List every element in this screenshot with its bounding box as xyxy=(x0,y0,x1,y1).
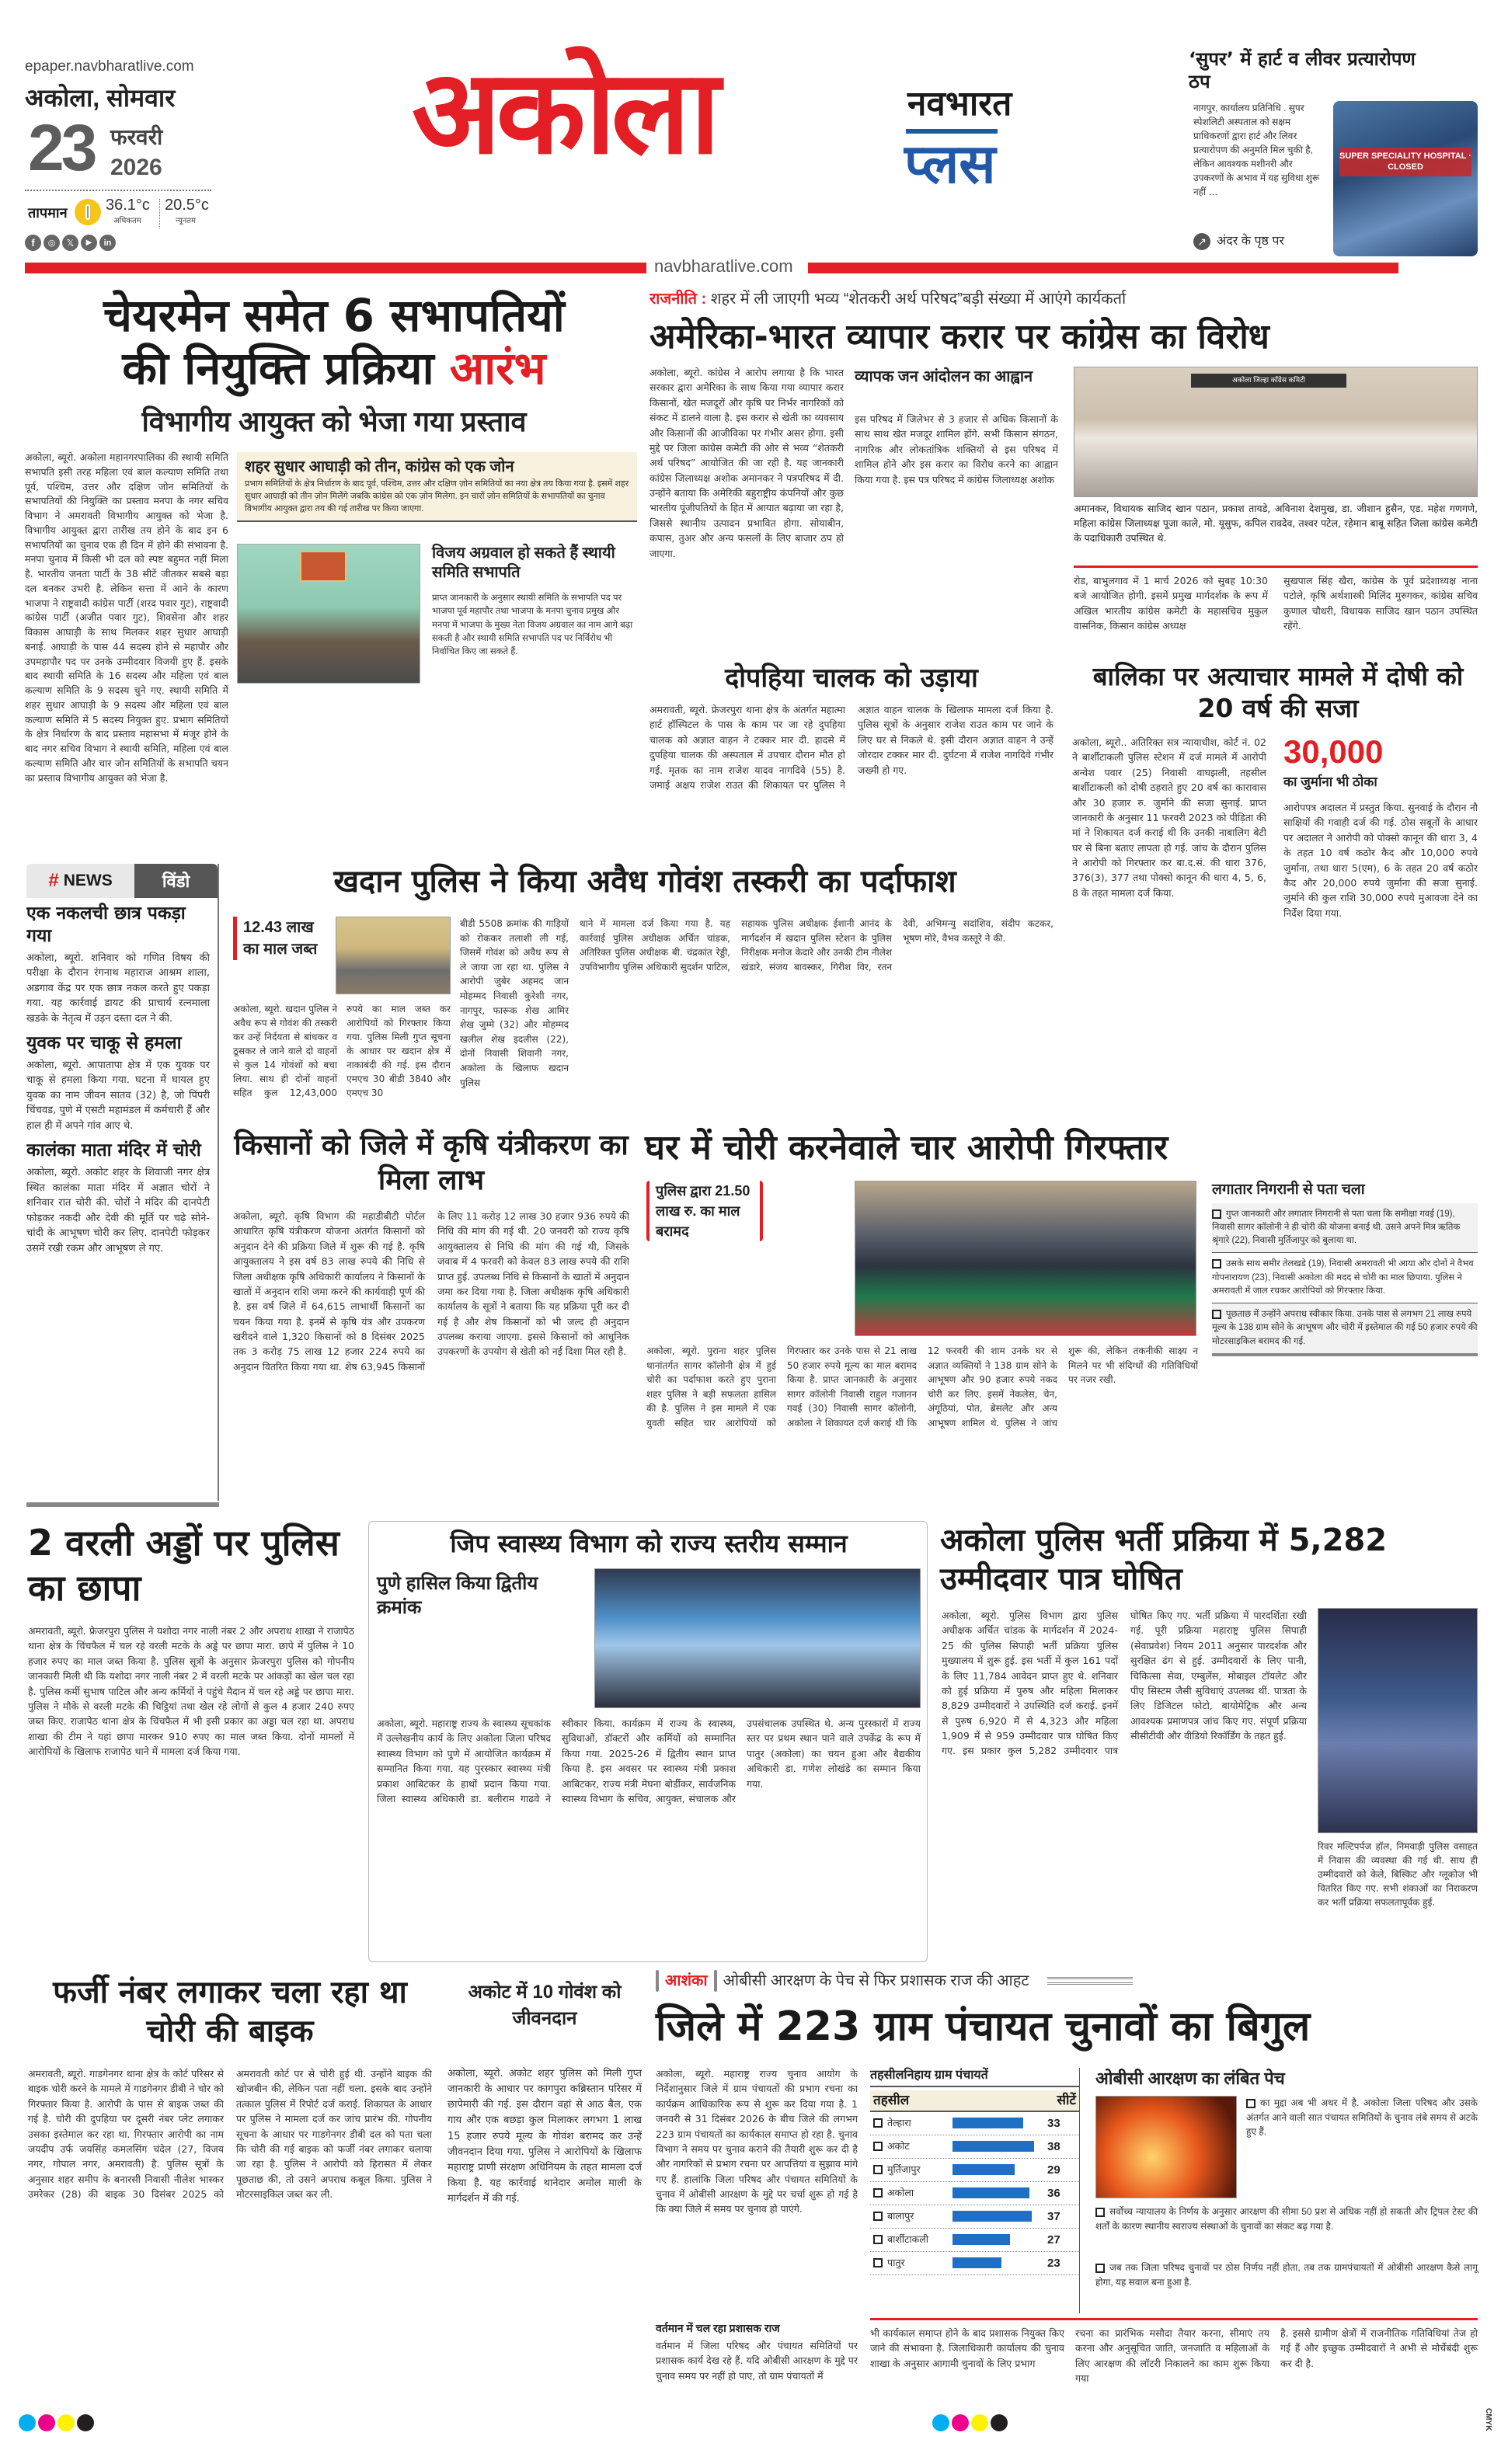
chart-row xyxy=(870,2112,1079,2135)
gp-title[interactable]: जिले में 223 ग्राम पंचायत चुनावों का बिगुल xyxy=(656,2003,1311,2050)
chart-category-label: बार्शीटाकली xyxy=(887,2234,928,2246)
checkbox-icon xyxy=(873,2235,883,2244)
theft-side: पुलिस द्वारा 21.50 लाख रु. का माल बरामद xyxy=(646,1181,763,1241)
gp-kicker: आशंका ओबीसी आरक्षण के पेच से फिर प्रशासक राज की आहट xyxy=(656,1970,1479,1992)
logo-navbharat: नवभारत xyxy=(907,85,1012,123)
chart-bar xyxy=(952,2164,1015,2175)
logo-plus: प्लस xyxy=(904,134,996,194)
chart-value-label: 33 xyxy=(1047,2116,1060,2130)
chart-row xyxy=(870,2159,1079,2182)
recruit-caption: रिवर मल्टिपर्पज हॉल, निमवाड़ी पुलिस वसाहत में निवास की व्यवस्था की गई थी. साथ ही उम्मीदवारों को केले, बिस्किट और ग्लूकोज भी वितरित किए गए. सभी शंकाओं का निराकरण कर भर्ती प्रक्रिया सफलतापूर्वक हुई. xyxy=(1318,1841,1478,1908)
congress-body-3: रोड, बाभुलगाव में 1 मार्च 2026 को सुबह 10:30 बजे आयोजित होगी. इसमें प्रमुख मार्गदर्शक के रूप में अखिल भारतीय कांग्रेस कमेटी के महासचिव मुकुल वासनिक, किसान कांग्रेस अध्यक्ष xyxy=(1074,575,1268,632)
x-icon[interactable]: 𝕏 xyxy=(62,235,78,251)
registration-dot xyxy=(19,2414,36,2431)
date-day: 23 xyxy=(28,111,95,184)
matka-title[interactable]: 2 वरली अड्डों पर पुलिस का छापा xyxy=(28,1522,340,1609)
akot-title[interactable]: अकोट में 10 गोवंश को जीवनदान xyxy=(468,1982,622,2029)
date-month: फरवरी xyxy=(110,125,163,149)
registration-dot xyxy=(952,2414,969,2431)
temp-label: तापमान xyxy=(28,205,68,221)
health-sub: पुणे हासिल किया द्वितीय क्रमांक xyxy=(377,1573,538,1619)
obc-item: का मुद्दा अब भी अधर में है. अकोला जिला परिषद और उसके अंतर्गत आने वाली सात पंचायत समितियों के चुनाव लंबे समय से अटके हुए हैं. xyxy=(1246,2097,1478,2138)
instagram-icon[interactable]: ◎ xyxy=(44,235,60,251)
teaser-title[interactable]: ‘सुपर’ में हार्ट व लीवर प्रत्यारोपण ठप xyxy=(1189,48,1416,92)
congress-sub: व्यापक जन आंदोलन का आह्वान xyxy=(855,368,1033,385)
theft-box-item: गुप्त जानकारी और लगातार निगरानी से पता चला कि समीक्षा गवई (19), निवासी सागर कॉलोनी ने ही चोरी की योजना बनाई थी. उसने अपने मित्र ऋतिक श्रृंगारे (22), निवासी मुर्तिजापुर को बुलाया था. xyxy=(1212,1203,1478,1254)
theft-title[interactable]: घर में चोरी करनेवाले चार आरोपी गिरफ्तार xyxy=(645,1128,1168,1168)
chart-bar xyxy=(952,2211,1032,2222)
health-body: अकोला, ब्यूरो. महाराष्ट्र राज्य के स्वास्थ्य सूचकांक में उल्लेखनीय कार्य के लिए अकोला जिला परिषद स्वास्थ्य विभाग को पुणे में आयोजित कार्यक्रम में सम्मानित किया गया. यह पुरस्कार स्वास्थ्य मंत्री प्रकाश आबिटकर के हाथों प्रदान किया गया. जिला स्वास्थ्य अधिकारी डा. बलीराम गाढवे ने स्वीकार किया. कार्यक्रम में राज्य के स्वास्थ्य, सुविधाओं, डॉक्टरों और कर्मियों को सम्मानित किया गया. 2025-26 में द्वितीय स्थान प्राप्त किया है. इस अवसर पर स्वास्थ्य मंत्री प्रकाश आबिटकर, राज्य मंत्री मेघना बोर्डीकर, सार्वजनिक स्वास्थ्य विभाग के सचिव, आयुक्त, संचालक और उपसंचालक उपस्थित थे. अन्य पुरस्कारों में राज्य स्तर पर प्रथम स्थान पाने वाले उपकेंद्र के रूप में पातुर (अकोला) का चयन हुआ और बैद्यकीय अधिकारी डा. गणेश लोखंडे का सम्मान किया गया. xyxy=(377,1717,921,1804)
congress-body-1: अकोला, ब्यूरो. कांग्रेस ने आरोप लगाया है कि भारत सरकार द्वारा अमेरिका के साथ किया गया व्यापार करार किसानों, खेत मजदूरों और कृषि पर निर्भर नागरिकों को संकट में डालने वाला है. इस करार से खेती का व्यवसाय और किसानों की आजीविका पर गंभीर असर होगा. इसी मुद्दे पर जिला कांग्रेस कमेटी की ओर से भव्य “शेतकरी अर्थ परिषद” आयोजित की जा रही है. यह जानकारी कांग्रेस जिलाध्यक्ष अशोक अमानकर ने पत्रपरिषद में दी. उन्होंने बताया कि अमेरिकी बहुराष्ट्रीय कंपनियों और कुछ भारतीय पूंजीपतियों के हित में आयात बढ़ाया जा रहा है, जिससे स्थानीय उत्पादन प्रभावित होगा. सोयाबीन, कपास, तुअर और अन्य फसलों के लिए बाजार ठप हो जाएगा. xyxy=(650,367,844,559)
inset-title: शहर सुधार आघाड़ी को तीन, कांग्रेस को एक जोन xyxy=(245,458,514,475)
farm-title[interactable]: किसानों को जिले में कृषि यंत्रीकरण का मिला लाभ xyxy=(234,1129,629,1196)
registration-dot xyxy=(991,2414,1008,2431)
congress-body-2: इस परिषद में जिलेभर से 3 हजार से अधिक किसानों के साथ साथ खेत मजदूर शामिल होंगे. सभी किसान संगठन, नागरिक और लोकतांत्रिक शक्तियों से इस परिषद में शामिल होने और इस करार का विरोध करने का आह्वान किया गया है. इस पत्र परिषद में कांग्रेस जिलाध्यक्ष अशोक xyxy=(855,413,1058,485)
congress-title[interactable]: अमेरिका-भारत व्यापार करार पर कांग्रेस का विरोध xyxy=(650,317,1269,357)
cattle-body-3: थाने में मामला दर्ज किया गया है. यह कार्रवाई पुलिस अधीक्षक अर्चित चांडक, अतिरिक्त पुलिस अधीक्षक बी. चंद्रकांत रेड्डी, उपविभागीय पुलिस अधिकारी सुदर्शन पाटिल, सहायक पुलिस अधीक्षक ईशानी आनंद के मार्गदर्शन में खदान पुलिस स्टेशन के पुलिस निरीक्षक मनोज केदारे और उनकी टीम नीलेश खंडारे, संजय बावस्कर, गिरीश विर, रतन देवी, अभिमन्यु सदांशिव, संदीप कटकर, भूषण मोरे, वैभव कस्तूरे ने की. xyxy=(580,918,1053,973)
pocso-fine-label: का जुर्माना भी ठोका xyxy=(1283,774,1377,789)
teaser-image[interactable]: SUPER SPECIALITY HOSPITAL · CLOSED xyxy=(1333,101,1478,256)
social-icons xyxy=(25,235,116,251)
cattle-body-1: अकोला, ब्यूरो. खदान पुलिस ने अवैध रूप से गोवंश की तस्करी कर उन्हें निर्दयता से बांधकर व ठूसकर ले जाने वाले दो वाहनों से कुल 14 गोवंशों को बचा लिया. साथ ही दोनों वाहनों सहित कुल 12,43,000 रुपये का माल जब्त कर आरोपियों को गिरफ्तार किया गया. पुलिस मिली गुप्त सूचना के आधार पर खदान क्षेत्र में नाकाबंदी की गई. इस दौरान एमएच 30 बीडी 3840 और एमएच 30 xyxy=(233,1004,451,1098)
checkbox-icon xyxy=(873,2258,883,2267)
recruit-body: अकोला, ब्यूरो. पुलिस विभाग द्वारा पुलिस अधीक्षक अर्चित चांडक के मार्गदर्शन में 2024-25 की पुलिस सिपाही भर्ती प्रक्रिया पुलिस मुख्यालय में शुरू हुई. इस भर्ती में कुल 161 पदों के लिए 11,784 आवेदन प्राप्त हुए थे. शनिवार को हुई प्रक्रिया में पुरुष और महिला मिलाकर 8,829 उम्मीदवारों ने उपस्थिति दर्ज कराई. इनमें से पुरुष 6,920 में से 4,323 और महिला 1,909 में से 959 उम्मीदवार पात्र घोषित किए गए. इस प्रकार कुल 5,282 उम्मीदवार पात्र घोषित किए गए. भर्ती प्रक्रिया में पारदर्शिता रखी गई. पूरी प्रक्रिया महाराष्ट्र पुलिस सिपाही (सेवाप्रवेश) नियम 2011 अनुसार पारदर्शक और सुरक्षित ढंग से हुई. उम्मीदवारों के लिए पानी, चिकित्सा सेवा, एम्बुलेंस, मोबाइल टॉयलेट और पीए सिस्टम जैसी सुविधाएं उपलब्ध थीं. पात्रता के लिए डिजिटल फोटो, बायोमेट्रिक और अन्य आवश्यक प्रमाणपत्र जांच किए गए. संपूर्ण प्रक्रिया सीसीटीवी और वीडियो रिकॉर्डिंग के तहत हुई. xyxy=(942,1610,1307,1757)
theft-body: अकोला, ब्यूरो. पुराना शहर पुलिस थानांतर्गत सागर कॉलोनी क्षेत्र में हुई चोरी का पर्दाफाश करते हुए पुराना शहर पुलिस ने बड़ी सफलता हासिल की है. पुलिस ने इस मामले में एक युवती सहित चार आरोपियों को गिरफ्तार कर उनके पास से 21 लाख 50 हजार रुपये मूल्य का माल बरामद किया है. प्राप्त जानकारी के अनुसार सागर कॉलोनी निवासी राहुल गजानन गवई (30) निवासी सागर कॉलोनी, अकोला ने शिकायत दर्ज कराई थी कि 12 फरवरी की शाम उनके घर से अज्ञात व्यक्तियों ने 138 ग्राम सोने के आभूषण और 90 हजार रुपये नकद चोरी कर लिए. इसमें नेकलेस, चेन, अंगूठियां, पोत, ब्रेसलेट और अन्य आभूषण शामिल थे. पुलिस ने जांच शुरू की, लेकिन तकनीकी साक्ष्य न मिलने पर भी संदिग्धों की गतिविधियों पर नजर रखी. xyxy=(646,1345,1198,1429)
chart-rows xyxy=(870,2112,1079,2275)
pocso-fine: 30,000 xyxy=(1283,733,1384,770)
chart-xlabel: तहसील xyxy=(873,2092,910,2107)
chart-row xyxy=(870,2182,1079,2205)
theft-box: लगातार निगरानी से पता चला गुप्त जानकारी और लगातार निगरानी से पता चला कि समीक्षा गवई (19), निवासी सागर कॉलोनी ने ही चोरी की योजना बनाई थी. उसने अपने मित्र ऋतिक श्रृंगारे (22), निवासी मुर्तिजापुर को बुलाया था. उसके साथ समीर तेलखडे (19), निवासी अमरावती भी आया और दोनों ने वैभव गोपनारायण (23), निवासी अकोला की मदद से चोरी का माल छिपाया. पुलिस ने अमरावती में जाल रचकर आरोपियों को गिरफ्तार किया. पूछताछ में उन्होंने अपराध स्वीकार किया. उनके पास से लगभग 21 लाख रुपये मूल्य के 138 ग्राम सोने के आभूषण और चोरी में इस्तेमाल की गई 50 हजार रुपये की मोटरसाइकिल बरामद की गई. xyxy=(1212,1181,1478,1356)
cattle-photo[interactable] xyxy=(336,917,451,994)
chart-bar xyxy=(952,2234,1010,2245)
news-window xyxy=(26,864,219,1501)
lead-photo[interactable] xyxy=(237,544,420,684)
checkbox-icon xyxy=(873,2165,883,2174)
inset-body: प्रभाग समितियों के क्षेत्र निर्धारण के बाद पूर्व, पश्चिम, उत्तर और दक्षिण ज़ोन समितियों का नया क्षेत्र तय किया गया है. इसमें शहर सुधार आघाड़ी को तीन ज़ोन मिलेंगे जबकि कांग्रेस को एक ज़ोन मिलेगा. इन चारों ज़ोन समितियों के सभापतियों का चुनाव विभागीय आयुक्त द्वारा तय की गई तारीख पर किया जाएगा. xyxy=(245,479,629,513)
lead-inset-box xyxy=(237,452,637,522)
akot-body: अकोला, ब्यूरो. अकोट शहर पुलिस को मिली गुप्त जानकारी के आधार पर कागपुरा कब्रिस्तान परिसर में छापेमारी की गई. इस दौरान वहां से आठ बैल, एक गाय और एक बछड़ा कुल मिलाकर लगभग 1 लाख 15 हजार रुपये मूल्य के गोवंश बरामद कर उन्हें जीवनदान दिया गया. पुलिस ने आरोपियों के खिलाफ महाराष्ट्र प्राणी संरक्षण अधिनियम के तहत मामला दर्ज किया है. यह कार्रवाई थानेदार अमोल माली के मार्गदर्शन में की गई. xyxy=(448,2068,642,2205)
registration-dot xyxy=(971,2414,988,2431)
lead-body: अकोला, ब्यूरो. अकोला महानगरपालिका की स्थायी समिति सभापति इसी तरह महिला एवं बाल कल्याण समिति तथा पूर्व, पश्चिम, उत्तर और दक्षिण जोन समितियों के सभापतियों की नियुक्ति का प्रस्ताव मनपा के नगर सचिव विभाग ने अमरावती विभागीय आयुक्त को भेजा है. विभागीय आयुक्त द्वारा तारीख तय होने के बाद इन 6 सभापतियों का चुनाव एक ही दिन में होने की संभावना है. मनपा चुनाव में किसी भी दल को स्पष्ट बहुमत नहीं मिला है. भारतीय जनता पार्टी के 38 सीटें जीतकर सबसे बड़ा दल बनकर उभरी है. लेकिन सत्ता में आने के कारण भाजपा ने राष्ट्रवादी कांग्रेस पार्टी (शरद पवार गुट), राष्ट्रवादी कांग्रेस पार्टी (अजीत पवार गुट), शिवसेना और शहर विकास आघाड़ी के साथ मिलकर शहर सुधार आघाड़ी बनाई. आघाड़ी के पास 44 सदस्य होने से महापौर और उपमहापौर पद पर उनके उम्मीदवार विजयी हुए हैं. इसके बाद स्थायी समिति के 16 सदस्य और महिला एवं बाल कल्याण समिति के 9 सदस्य चुने गए. स्थायी समिति में शहर सुधार आघाड़ी के 9 सदस्य और महिला एवं बाल कल्याण समिति में 5 सदस्य नियुक्त हुए. प्रभाग समितियों के क्षेत्र निर्धारण के बाद प्रस्ताव महासभा में मंजूर होने के बाद नगर सचिव विभाग ने स्थायी समिति, महिला एवं बाल कल्याण समिति और चार जोन समितियों के सभापति चयन का प्रस्ताव विभागीय आयुक्त को भेजा है. xyxy=(25,451,228,784)
checkbox-icon xyxy=(873,2142,883,2151)
checkbox-icon xyxy=(1212,1209,1221,1219)
lead-side-body: प्राप्त जानकारी के अनुसार स्थायी समिति के सभापति पद पर भाजपा पूर्व महापौर तथा भाजपा के मनपा चुनाव प्रमुख और मनपा में भाजपा के मुख्य नेता विजय अग्रवाल का नाम आगे बढ़ा सकती है और स्थायी समिति सभापति पद पर निर्विरोध भी निर्वाचित किए जा सकते हैं. xyxy=(432,593,633,656)
facebook-icon[interactable]: f xyxy=(25,235,41,251)
date-year: 2026 xyxy=(110,155,162,180)
registration-dot xyxy=(77,2414,94,2431)
news-window-tag: # NEWS विंडो xyxy=(26,864,218,898)
cattle-body-2: बीडी 5508 क्रमांक की गाड़ियों को रोककर तलाशी ली गई, जिसमें गोवंश को अवैध रूप से ले जाया जा रहा था. पुलिस ने आरोपी जुबेर अहमद जान मोहम्मद निवासी कुरेशी नगर, नागपुर, फारूक शेख आमिर शेख जुम्मे (32) और मोहम्मद खलील शेख इदलीस (22), दोनों निवासी शिवानी नगर, अकोला के खिलाफ खदान पुलिस xyxy=(460,918,569,1088)
chart-value-label: 36 xyxy=(1047,2186,1060,2200)
theft-body-a xyxy=(772,1181,847,1336)
theft-box-item: पूछताछ में उन्होंने अपराध स्वीकार किया. उनके पास से लगभग 21 लाख रुपये मूल्य के 138 ग्राम सोने के आभूषण और चोरी में इस्तेमाल की गई 50 हजार रुपये की मोटरसाइकिल बरामद की गई. xyxy=(1212,1303,1478,1356)
chart-row xyxy=(870,2229,1079,2252)
temp-max-label: अधिकतम xyxy=(113,217,141,225)
chart-category-label: अकोट xyxy=(887,2141,910,2153)
pocso-body-2: आरोपपत्र अदालत में प्रस्तुत किया. सुनवाई के दौरान नौ साक्षियों की गवाही दर्ज की गई. ठोस सबूतों के आधार पर अदालत ने आरोपी को पोक्सो कानून की धारा 3, 4 के तहत 10 वर्ष कठोर कैद और 10,000 रुपये जुर्माना, तथा धारा 5(एम), 6 के तहत 20 वर्ष कठोर कैद और 20,000 रुपये जुर्माना की सजा सुनाई. जुर्माने की कुल राशि 30,000 रुपये मुआवजा देने का निर्देश दिया गया. xyxy=(1283,802,1478,919)
registration-marks xyxy=(932,2414,1008,2431)
chart-bar xyxy=(952,2141,1034,2152)
checkbox-icon xyxy=(1246,2099,1255,2108)
chart-bar xyxy=(952,2118,1023,2128)
twowheeler-body: अमरावती, ब्यूरो. फ्रेजरपुरा थाना क्षेत्र के अंतर्गत महात्मा हार्ट हॉस्पिटल के पास के काम पर जा रहे दुपहिया चालक को अज्ञात वाहन ने टक्कर मार दी. हादसे में दुपहिया चालक की अस्पताल में उपचार दौरान मौत हो गई. मृतक का नाम राजेश यादव नागदिवे (55) है. जमाई अक्षय राजेश राउत की शिकायत पर पुलिस ने अज्ञात वाहन चालक के खिलाफ मामला दर्ज किया है. पुलिस सूत्रों के अनुसार राजेश राउत काम पर जाने के लिए घर से निकले थे. इसी दौरान अज्ञात वाहन ने उन्हें जोरदार टक्कर मार दी. दुर्घटना में राजेश नागदिवे गंभीर जख्मी हो गए. xyxy=(650,704,1053,791)
recruit-photo[interactable] xyxy=(1318,1608,1478,1833)
obc-item: जब तक जिला परिषद चुनावों पर ठोस निर्णय नहीं होता, तब तक ग्रामपंचायतों में ओबीसी आरक्षण कैसे लागू होगा, यह सवाल बना हुआ है. xyxy=(1095,2262,1478,2288)
teaser-body: नागपुर, कार्यालय प्रतिनिधि . सुपर स्पेशलिटी अस्पताल को सक्षम प्राधिकरणों द्वारा हार्ट और लिवर प्रत्यारोपण की अनुमति मिल चुकी है, लेकिन आवश्यक मशीनरी और उपकरणों के अभाव में यह सुविधा शुरू नहीं … xyxy=(1193,103,1320,197)
gp-body-2: भी कार्यकाल समाप्त होने के बाद प्रशासक नियुक्त किए जाने की संभावना है. जिलाधिकारी कार्यालय की चुनाव शाखा के अनुसार आगामी चुनावों के लिए प्रभाग xyxy=(870,2327,1064,2369)
city-day: अकोला, सोमवार xyxy=(25,84,176,112)
checkbox-icon xyxy=(1095,2264,1105,2273)
chart-category-label: अकोला xyxy=(887,2187,914,2199)
arrow-up-right-icon: ↗ xyxy=(1193,233,1210,250)
gp-body-4: है. इससे ग्रामीण क्षेत्रों में राजनीतिक गतिविधियां तेज हो गई हैं और इच्छुक उम्मीदवारों ने अभी से मोर्चेबंदी शुरू कर दी है. xyxy=(1280,2327,1478,2369)
obc-item: सर्वोच्च न्यायालय के निर्णय के अनुसार आरक्षण की सीमा 50 प्रश से अधिक नहीं हो सकती और ट्रिपल टेस्ट की शर्तों के कारण स्थानीय स्वराज्य संस्थाओं के चुनावों का संकट बढ़ गया है. xyxy=(1095,2206,1478,2232)
thermometer-icon xyxy=(75,199,101,225)
health-title[interactable]: जिप स्वास्थ्य विभाग को राज्य स्तरीय सम्मान xyxy=(450,1529,848,1558)
matka-body: अमरावती, ब्यूरो. फ्रेजरपुरा पुलिस ने यशोदा नगर नाली नंबर 2 और अपराध शाखा ने राजापेठ थाना क्षेत्र के चिंचफैल में चल रहे वरली मटके के अड्डे पर छापा मारा. छापे में पुलिस ने 10 हजार रुपए का माल जब्त किया है. पुलिस सूत्रों के अनुसार फ्रेजरपुरा पुलिस को गोपनीय जानकारी मिली थी कि यशोदा नगर नाली नंबर 2 में वरली मटके पर आंकड़ों का खेल चल रहा है. पुलिस कर्मी सुभाष पाटिल और अन्य कर्मियों ने पहुंचे मैदान में चल रहे अड्डे पर छापा मारा. पुलिस ने मौके से वरली मटके की चिट्ठियां तथा खेल रहे लोगों से कुल 4 हजार 240 रुपए जब्त किए. राजापेठ थाना क्षेत्र के चिंचफैल में भी इसी प्रकार का अड्डा चल रहा था. अपराध शाखा की टीम ने यहां छापा मारकर 910 रुपए का माल जब्त किया. दोनों मामलों में आरोपियों के खिलाफ राजापेठ थाने में मामला दर्ज किया गया. xyxy=(28,1625,354,1757)
site-url[interactable]: epaper.navbharatlive.com xyxy=(25,58,194,75)
news-item[interactable]: युवक पर चाकू से हमला अकोला, ब्यूरो. आपातापा क्षेत्र में एक युवक पर चाकू से हमला किया गया. घटना में घायल हुए युवक का नाम जीवन सातव (32) है, जो पिंपरी चिंचवड, पुणे में एसटी महामंडल में कर्मचारी हैं और हाल ही में अपने गांव आए थे. xyxy=(26,1033,210,1132)
temp-min-label: न्यूनतम xyxy=(176,217,196,225)
chart-value-label: 29 xyxy=(1047,2163,1060,2177)
registration-dot xyxy=(38,2414,55,2431)
registration-marks xyxy=(19,2414,94,2431)
gp-body: अकोला, ब्यूरो. महाराष्ट्र राज्य चुनाव आयोग के निर्देशानुसार जिले में ग्राम पंचायतों की प्रभाग रचना का कार्यक्रम आधिकारिक रूप से शुरू कर दिया गया है. 1 जनवरी से 31 दिसंबर 2026 के बीच जिले की लगभग 223 ग्राम पंचायतों का कार्यकाल समाप्त हो रहा है. चुनाव विभाग ने समय पर चुनाव कराने की तैयारी शुरू कर दी है और नागरिकों से प्रभाग रचना पर आपत्तियां व सुझाव मांगे गए हैं. हालांकि जिला परिषद और पंचायत समितियों के चुनाव में ओबीसी आरक्षण के मुद्दे पर चर्चा शुरू हो गई है कि क्या जिले में समय पर चुनाव हो पाएंगे. xyxy=(656,2068,858,2215)
teaser-link[interactable]: ↗ अंदर के पृष्ठ पर xyxy=(1193,233,1284,250)
checkbox-icon xyxy=(1095,2208,1105,2217)
cmyk-label: CMYK xyxy=(1484,2408,1492,2431)
chart-category-label: बालापुर xyxy=(887,2211,914,2222)
photo-banner: अकोला जिल्हा काँग्रेस कमिटी xyxy=(1191,374,1346,388)
checkbox-icon xyxy=(873,2188,883,2198)
health-photo[interactable] xyxy=(594,1568,921,1708)
chart-row xyxy=(870,2252,1079,2275)
bike-title[interactable]: फर्जी नंबर लगाकर चला रहा था चोरी की बाइक xyxy=(53,1975,407,2049)
news-item[interactable]: एक नकलची छात्र पकड़ा गया अकोला, ब्यूरो. शनिवार को गणित विषय की परीक्षा के दौरान रंगनाथ महाराज आश्रम शाला, अडगाव केंद्र पर एक छात्र नकल करते हुए पकड़ा गया. यह कार्रवाई डायट की प्राचार्य रत्नमाला खडके के नेतृत्व में उड़न दस्ता दल ने की. xyxy=(26,903,210,1025)
checkbox-icon xyxy=(1212,1310,1221,1319)
theft-box-item: उसके साथ समीर तेलखडे (19), निवासी अमरावती भी आया और दोनों ने वैभव गोपनारायण (23), निवासी अकोला की मदद से चोरी का माल छिपाया. पुलिस ने अमरावती में जाल रचकर आरोपियों को गिरफ्तार किया. xyxy=(1212,1253,1478,1303)
cattle-side: 12.43 लाख का माल जब्त xyxy=(233,917,328,960)
obc-photo[interactable] xyxy=(1095,2096,1237,2198)
gp-sub-head: वर्तमान में चल रहा प्रशासक राज xyxy=(656,2322,780,2334)
checkbox-icon xyxy=(873,2212,883,2221)
gp-body-3: रचना का प्रारंभिक मसौदा तैयार करना, सीमाएं तय करना और अनुसूचित जाति, जनजाति व महिलाओं के लिए आरक्षण की लॉटरी निकालने का काम शुरू किया गया xyxy=(1075,2327,1269,2385)
youtube-icon[interactable]: ▶ xyxy=(81,235,97,251)
date-divider xyxy=(25,190,211,191)
checkbox-icon xyxy=(873,2118,883,2128)
news-item[interactable]: कालंका माता मंदिर में चोरी अकोला, ब्यूरो. अकोट शहर के शिवाजी नगर क्षेत्र स्थित कालंका माता मंदिर में अज्ञात चोरों ने शनिवार रात चोरी की. चोरों ने मंदिर की दानपेटी फोड़कर नकदी और देवी की मूर्ति पर चढ़े सोने-चांदी के आभूषण चोरी कर लिए. दानपेटी फोड़कर उसमें रखी रकम और आभूषण ले गए. xyxy=(26,1140,210,1255)
chart-category-label: पातुर xyxy=(887,2257,905,2269)
congress-body-4: सुखपाल सिंह खैरा, कांग्रेस के पूर्व प्रदेशाध्यक्ष नाना पटोले, कृषि अर्थशास्त्री मिलिंद मुरुगकर, कांग्रेस सचिव कुणाल चौधरी, विधायक साजिद खान पठान उपस्थित रहेंगे. xyxy=(1283,575,1478,632)
twowheeler-title[interactable]: दोपहिया चालक को उड़ाया xyxy=(725,663,978,694)
farm-body: अकोला, ब्यूरो. कृषि विभाग की महाडीबीटी पोर्टल आधारित कृषि यंत्रीकरण योजना अंतर्गत किसानों को अनुदान देने की प्रक्रिया जिले में शुरू की गई है. कृषि आयुक्तालय ने इस वर्ष 83 लाख रुपये की निधि से जिला अधीक्षक कृषि अधिकारी कार्यालय ने किसानों के खातों में अनुदान राशि जमा करने की कार्यवाही पूर्ण की है. इस वर्ष जिले में 64,615 लाभार्थी किसानों का चयन किया गया है. इनमें से कृषि यंत्र और उपकरण खरीदने वाले 1,320 किसानों को 8 दिसंबर 2025 तक 3 करोड़ 75 लाख 12 हजार 224 रुपये का अनुदान वितरित किया गया था. शेष 63,945 किसानों के लिए 11 करोड़ 12 लाख 30 हजार 936 रुपये की निधि की मांग की गई थी. 20 जनवरी को राज्य कृषि आयुक्तालय से निधि की मांग की गई थी, जिसके जवाब में 4 फरवरी को केवल 83 लाख रुपये की राशि प्राप्त हुई. उपलब्ध निधि से किसानों के खातों में अनुदान जमा कर दिया गया है. जिला अधीक्षक कृषि अधिकारी कार्यालय के सूत्रों ने बताया कि यह प्रक्रिया पूरी कर दी गई है और शेष किसानों को भी जल्द ही अनुदान उपलब्ध कराया जाएगा. इससे किसानों को आधुनिक उपकरणों के उपयोग से खेती को नई दिशा मिल रही है. xyxy=(233,1210,629,1373)
cattle-title[interactable]: खदान पुलिस ने किया अवैध गोवंश तस्करी का पर्दाफाश xyxy=(333,864,956,900)
congress-kicker: राजनीति : शहर में ली जाएगी भव्य “शेतकरी अर्थ परिषद”बड़ी संख्या में आएंगे कार्यकर्ता xyxy=(650,291,1127,308)
recruit-title[interactable]: अकोला पुलिस भर्ती प्रक्रिया में 5,282 उम्मीदवार पात्र घोषित xyxy=(940,1523,1388,1597)
temp-max: 36.1°c xyxy=(106,197,150,214)
pocso-title[interactable]: बालिका पर अत्याचार मामले में दोषी को 20 वर्ष की सजा xyxy=(1092,661,1464,724)
linkedin-icon[interactable]: in xyxy=(99,235,116,251)
pocso-body: अकोला, ब्यूरो.. अतिरिक्त सत्र न्यायाधीश, कोर्ट नं. 02 ने बार्शीटाकली पुलिस स्टेशन में दर्ज मामले में आरोपी अन्वेश पवार (25) निवासी वाघझली, तहसील बार्शीटाकली को दोषी ठहराते हुए 20 वर्ष का कारावास और 30 हजार रु. जुर्माने की सजा सुनाई. प्राप्त जानकारी के अनुसार 11 फरवरी 2023 को पीड़िता की मां ने शिकायत दर्ज कराई थी कि उनकी नाबालिग बेटी घर से बिना बताए लापता हो गई. जांच के दौरान पुलिस ने आरोपी को गिरफ्तार कर बा.द.सं. की धारा 376, 376(3), 377 तथा पोक्सो कानून की धारा 4, 5, 6, 8 के तहत मामला दर्ज किया. xyxy=(1072,736,1266,899)
health-box xyxy=(368,1521,928,1962)
theft-photo[interactable] xyxy=(855,1181,1196,1336)
chart-ylabel: सीटें xyxy=(1057,2092,1076,2107)
chart-value-label: 37 xyxy=(1047,2209,1060,2223)
masthead xyxy=(0,0,1501,280)
chart-bar xyxy=(952,2257,1001,2268)
chart-category-label: मुर्तिजापुर xyxy=(887,2164,921,2176)
logo-akola: अकोला xyxy=(412,45,716,180)
lead-side-title: विजय अग्रवाल हो सकते हैं स्थायी समिति सभापति xyxy=(432,545,615,581)
web-url[interactable]: navbharatlive.com xyxy=(654,256,793,276)
chart-row xyxy=(870,2135,1079,2159)
registration-dot xyxy=(57,2414,75,2431)
gp-sub-body: वर्तमान में जिला परिषद और पंचायत समितियों पर प्रशासक कार्य देख रहे हैं. यदि ओबीसी आरक्षण के मुद्दे पर चुनाव समय पर नहीं हो पाए, तो ग्राम पंचायतों में xyxy=(656,2340,858,2382)
congress-caption: अमानकर, विधायक साजिद खान पठान, प्रकाश तायडे, अविनाश देशमुख, डा. जीशान हुसैन, एड. महेश गणगणे, महिला कांग्रेस जिलाध्यक्ष पूजा काले, मो. यूसुफ, कपिल रावदेव, तश्वर पटेल, रहेमान बाबू सहित जिला कांग्रेस कमेटी के पदाधिकारी उपस्थित थे. xyxy=(1074,503,1478,544)
registration-dot xyxy=(932,2414,949,2431)
obc-title: ओबीसी आरक्षण का लंबित पेच xyxy=(1095,2069,1285,2088)
gp-chart xyxy=(870,2068,1080,2313)
checkbox-icon xyxy=(1212,1259,1221,1269)
lead-title[interactable]: चेयरमेन समेत 6 सभापतियों की नियुक्ति प्रक्रिया आरंभ xyxy=(103,289,565,395)
temp-min: 20.5°c xyxy=(165,197,209,214)
bike-body: अमरावती, ब्यूरो. गाडगेनगर थाना क्षेत्र के कोर्ट परिसर से बाइक चोरी करने के मामले में गाडगेनगर डीबी ने चोर को गिरफ्तार किया है. आरोपी के पास से बाइक जब्त की गई है. चोरी की दुपहिया पर दूसरी नंबर प्लेट लगाकर उसका इस्तेमाल कर रहा था. गिरफ्तार आरोपी का नाम जयदीप उर्फ जयसिंह कमलसिंग चंदेल (27, विजय नगर, गोपाल नगर, अमरावती) है. पुलिस सूत्रों के अनुसार शहर समीप के बनारसी निवासी नीलेश भास्कर उमरेकर (28) की बाइक 30 दिसंबर 2025 को अमरावती कोर्ट पर से चोरी हुई थी. उन्होंने बाइक की खोजबीन की, लेकिन पता नहीं चला. इसके बाद उन्होंने तत्काल पुलिस में रिपोर्ट दर्ज कराई. शिकायत के आधार पर पुलिस ने मामला दर्ज कर जांच प्रारंभ की. गोपनीय सूचना के आधार पर गाडगेनगर डीबी दल को पता चला कि चोरी की गई बाइक को फर्जी नंबर लगाकर चलाया जा रहा है. पुलिस ने आरोपी को हिरासत में लेकर पूछताछ की, तो उसने अपराध कबूल किया. पुलिस ने मोटरसाइकिल जब्त कर ली. xyxy=(28,2068,432,2200)
chart-bar xyxy=(952,2187,1029,2198)
chart-value-label: 27 xyxy=(1047,2233,1060,2246)
chart-category-label: तेल्हारा xyxy=(887,2118,911,2129)
chart-row xyxy=(870,2205,1079,2229)
chart-value-label: 23 xyxy=(1047,2256,1060,2270)
chart-value-label: 38 xyxy=(1047,2139,1060,2153)
chart-title: तहसीलनिहाय ग्राम पंचायतें xyxy=(870,2068,1079,2087)
lead-subtitle: विभागीय आयुक्त को भेजा गया प्रस्ताव xyxy=(141,405,527,437)
congress-photo[interactable] xyxy=(1074,367,1478,497)
